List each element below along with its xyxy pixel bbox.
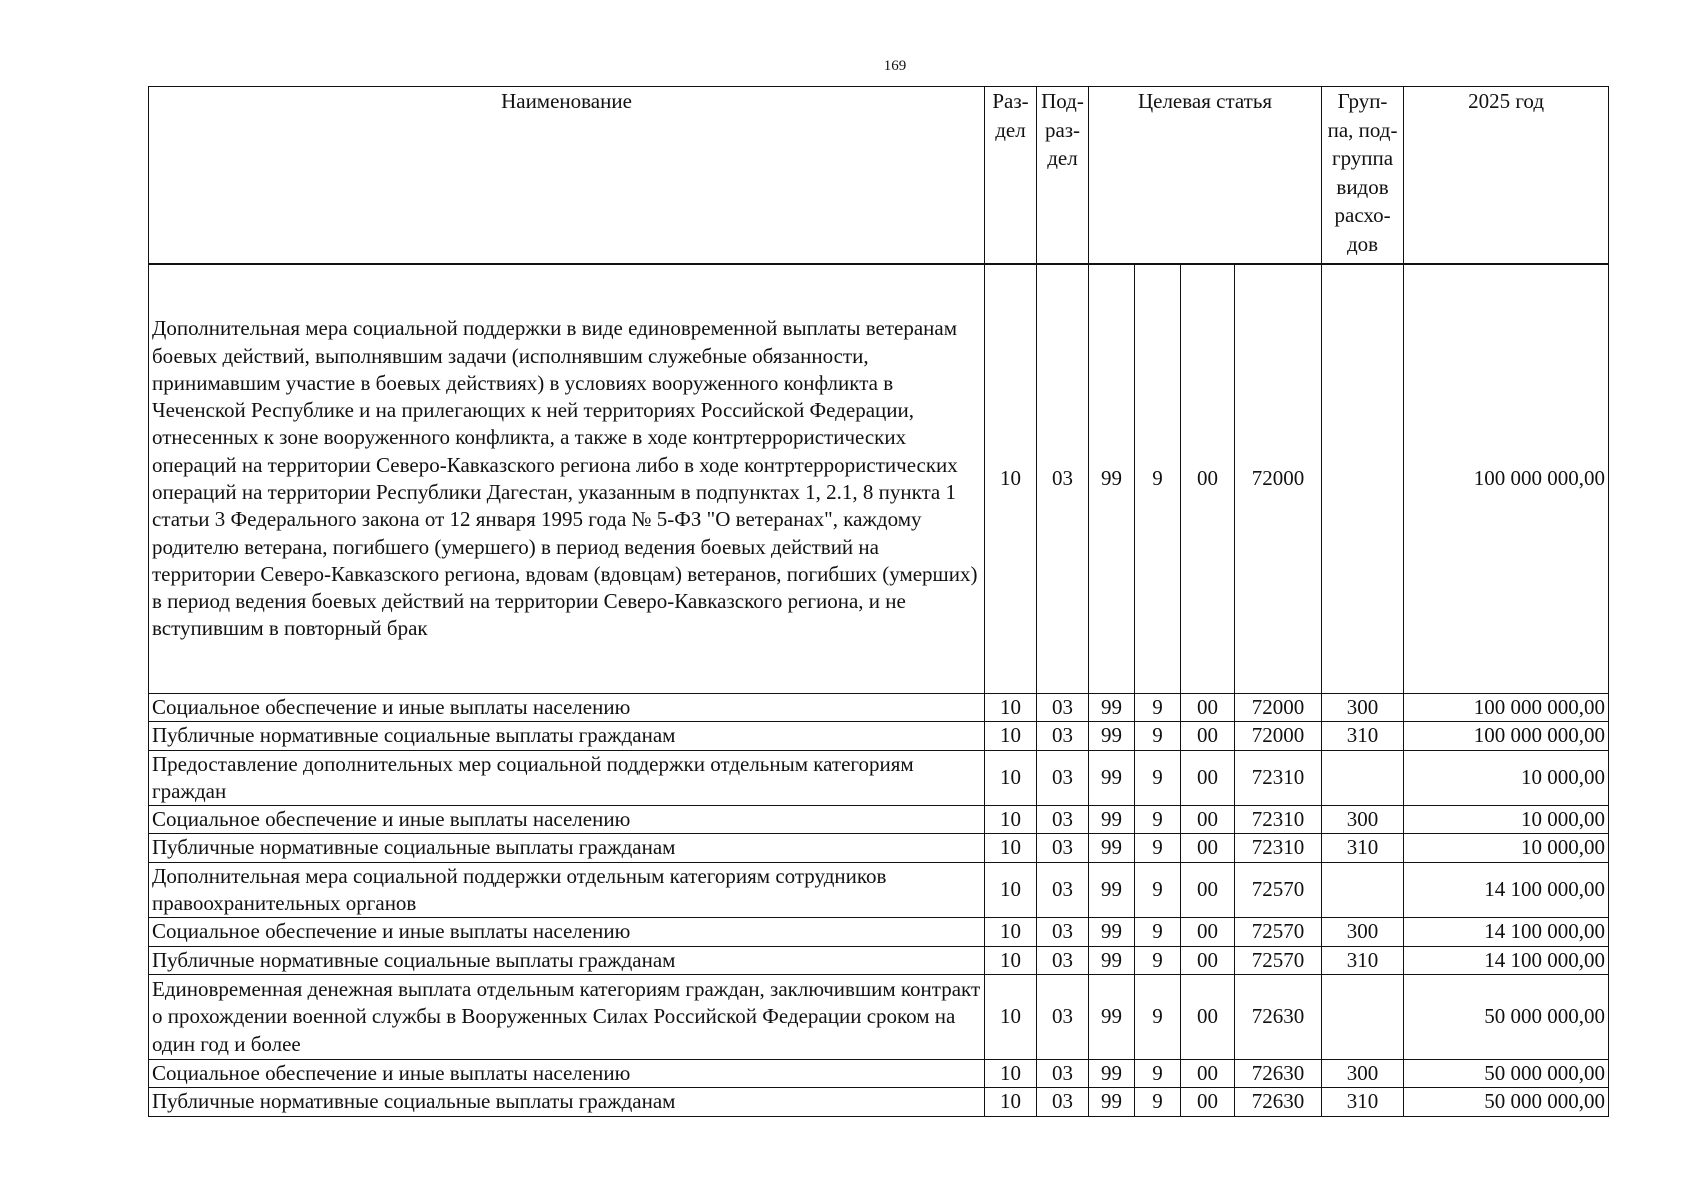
- row-section: 10: [985, 918, 1037, 946]
- row-target-direction: 00: [1181, 1088, 1235, 1116]
- row-name: Публичные нормативные социальные выплаты гражданам: [149, 1088, 985, 1116]
- row-target-direction: 00: [1181, 918, 1235, 946]
- header-target-article: Целевая статья: [1089, 87, 1322, 265]
- row-name: Социальное обеспечение и иные выплаты населению: [149, 694, 985, 722]
- table-row: [149, 722, 1609, 750]
- row-amount: 10 000,00: [1404, 750, 1609, 806]
- row-section: 10: [985, 946, 1037, 974]
- row-amount: 50 000 000,00: [1404, 1088, 1609, 1116]
- row-target-code: 72570: [1235, 862, 1322, 918]
- header-section: Раз- дел: [985, 87, 1037, 265]
- row-target-subprogram: 9: [1135, 694, 1181, 722]
- row-target-direction: 00: [1181, 806, 1235, 834]
- row-section: 10: [985, 862, 1037, 918]
- row-target-direction: 00: [1181, 264, 1235, 694]
- header-name: Наименование: [149, 87, 985, 265]
- row-name: Социальное обеспечение и иные выплаты населению: [149, 918, 985, 946]
- row-target-program: 99: [1089, 862, 1135, 918]
- row-target-direction: 00: [1181, 750, 1235, 806]
- row-amount: 10 000,00: [1404, 806, 1609, 834]
- table-row: [149, 834, 1609, 862]
- row-name: Единовременная денежная выплата отдельным категориям граждан, заключившим контракт о прохождении военной службы в Вооруженных Силах Российской Федерации сроком на один год и более: [149, 974, 985, 1059]
- row-target-program: 99: [1089, 1088, 1135, 1116]
- page-number: 169: [883, 58, 907, 74]
- row-section: 10: [985, 1088, 1037, 1116]
- row-target-subprogram: 9: [1135, 722, 1181, 750]
- row-subsection: 03: [1037, 806, 1089, 834]
- row-target-subprogram: 9: [1135, 750, 1181, 806]
- row-subsection: 03: [1037, 834, 1089, 862]
- row-target-program: 99: [1089, 694, 1135, 722]
- row-expense-group: 310: [1322, 834, 1404, 862]
- row-section: 10: [985, 694, 1037, 722]
- row-amount: 14 100 000,00: [1404, 946, 1609, 974]
- table-row: [149, 694, 1609, 722]
- row-target-code: 72000: [1235, 694, 1322, 722]
- row-target-program: 99: [1089, 834, 1135, 862]
- row-target-code: 72000: [1235, 264, 1322, 694]
- row-expense-group: [1322, 264, 1404, 694]
- row-expense-group: 310: [1322, 1088, 1404, 1116]
- row-target-program: 99: [1089, 1059, 1135, 1087]
- row-name: Социальное обеспечение и иные выплаты населению: [149, 806, 985, 834]
- row-target-code: 72570: [1235, 918, 1322, 946]
- row-target-code: 72310: [1235, 834, 1322, 862]
- row-subsection: 03: [1037, 974, 1089, 1059]
- row-target-program: 99: [1089, 918, 1135, 946]
- row-subsection: 03: [1037, 264, 1089, 694]
- row-name: Предоставление дополнительных мер социальной поддержки отдельным категориям граждан: [149, 750, 985, 806]
- table-header: [149, 87, 1609, 265]
- row-subsection: 03: [1037, 1059, 1089, 1087]
- row-target-subprogram: 9: [1135, 862, 1181, 918]
- row-section: 10: [985, 722, 1037, 750]
- row-target-program: 99: [1089, 806, 1135, 834]
- row-target-subprogram: 9: [1135, 1059, 1181, 1087]
- row-target-code: 72310: [1235, 750, 1322, 806]
- row-target-program: 99: [1089, 974, 1135, 1059]
- row-target-program: 99: [1089, 750, 1135, 806]
- table-row: [149, 946, 1609, 974]
- row-subsection: 03: [1037, 1088, 1089, 1116]
- row-target-code: 72310: [1235, 806, 1322, 834]
- row-target-subprogram: 9: [1135, 974, 1181, 1059]
- row-name: Социальное обеспечение и иные выплаты населению: [149, 1059, 985, 1087]
- row-expense-group: [1322, 974, 1404, 1059]
- row-target-subprogram: 9: [1135, 806, 1181, 834]
- table-body: [149, 264, 1609, 1116]
- row-target-subprogram: 9: [1135, 918, 1181, 946]
- row-name: Дополнительная мера социальной поддержки отдельным категориям сотрудников правоохранительных органов: [149, 862, 985, 918]
- row-amount: 100 000 000,00: [1404, 694, 1609, 722]
- table-row: [149, 806, 1609, 834]
- row-target-code: 72630: [1235, 974, 1322, 1059]
- row-expense-group: [1322, 862, 1404, 918]
- row-amount: 100 000 000,00: [1404, 722, 1609, 750]
- row-subsection: 03: [1037, 722, 1089, 750]
- row-expense-group: 310: [1322, 946, 1404, 974]
- row-subsection: 03: [1037, 918, 1089, 946]
- row-target-code: 72630: [1235, 1059, 1322, 1087]
- row-target-direction: 00: [1181, 1059, 1235, 1087]
- header-year-2025: 2025 год: [1404, 87, 1609, 265]
- row-expense-group: 300: [1322, 918, 1404, 946]
- row-target-code: 72630: [1235, 1088, 1322, 1116]
- table-row: [149, 1059, 1609, 1087]
- table-row: [149, 862, 1609, 918]
- row-section: 10: [985, 1059, 1037, 1087]
- row-name: Дополнительная мера социальной поддержки в виде единовременной выплаты ветеранам боевых действий, выполнявшим задачи (исполнявшим служебные обязанности, принимавшим участие в боевых действиях) в условиях вооруженного конфликта в Чеченской Республике и на прилегающих к ней территориях Российской Федерации, отнесенных к зоне вооруженного конфликта, а также в ходе контртеррористических операций на территории Северо-Кавказского региона либо в ходе контртеррористических операций на территории Республики Дагестан, указанным в подпунктах 1, 2.1, 8 пункта 1 статьи 3 Федерального закона от 12 января 1995 года № 5-ФЗ "О ветеранах", каждому родителю ветерана, погибшего (умершего) в период ведения боевых действий на территории Северо-Кавказского региона, вдовам (вдовцам) ветеранов, погибших (умерших) в период ведения боевых действий на территории Северо-Кавказского региона, и не вступившим в повторный брак: [149, 264, 985, 694]
- row-target-direction: 00: [1181, 946, 1235, 974]
- row-expense-group: 310: [1322, 722, 1404, 750]
- row-amount: 50 000 000,00: [1404, 974, 1609, 1059]
- header-subsection: Под- раз- дел: [1037, 87, 1089, 265]
- row-amount: 14 100 000,00: [1404, 918, 1609, 946]
- row-target-program: 99: [1089, 722, 1135, 750]
- row-section: 10: [985, 750, 1037, 806]
- row-section: 10: [985, 806, 1037, 834]
- row-target-code: 72000: [1235, 722, 1322, 750]
- row-name: Публичные нормативные социальные выплаты гражданам: [149, 946, 985, 974]
- row-target-direction: 00: [1181, 722, 1235, 750]
- row-section: 10: [985, 834, 1037, 862]
- row-subsection: 03: [1037, 750, 1089, 806]
- row-target-direction: 00: [1181, 694, 1235, 722]
- table-row: [149, 918, 1609, 946]
- row-target-subprogram: 9: [1135, 834, 1181, 862]
- row-target-direction: 00: [1181, 862, 1235, 918]
- row-name: Публичные нормативные социальные выплаты гражданам: [149, 834, 985, 862]
- table-row: [149, 750, 1609, 806]
- table-row: [149, 264, 1609, 694]
- row-section: 10: [985, 264, 1037, 694]
- row-subsection: 03: [1037, 862, 1089, 918]
- row-target-subprogram: 9: [1135, 1088, 1181, 1116]
- budget-table: [148, 86, 1609, 1117]
- row-expense-group: 300: [1322, 694, 1404, 722]
- row-target-subprogram: 9: [1135, 264, 1181, 694]
- row-expense-group: 300: [1322, 1059, 1404, 1087]
- row-expense-group: [1322, 750, 1404, 806]
- row-section: 10: [985, 974, 1037, 1059]
- row-target-code: 72570: [1235, 946, 1322, 974]
- row-target-subprogram: 9: [1135, 946, 1181, 974]
- row-amount: 50 000 000,00: [1404, 1059, 1609, 1087]
- row-expense-group: 300: [1322, 806, 1404, 834]
- row-target-program: 99: [1089, 946, 1135, 974]
- row-name: Публичные нормативные социальные выплаты гражданам: [149, 722, 985, 750]
- row-target-direction: 00: [1181, 834, 1235, 862]
- row-target-program: 99: [1089, 264, 1135, 694]
- row-subsection: 03: [1037, 694, 1089, 722]
- row-amount: 10 000,00: [1404, 834, 1609, 862]
- row-amount: 100 000 000,00: [1404, 264, 1609, 694]
- header-expense-group: Груп- па, под- группа видов расхо- дов: [1322, 87, 1404, 265]
- table-row: [149, 974, 1609, 1059]
- table-row: [149, 1088, 1609, 1116]
- row-target-direction: 00: [1181, 974, 1235, 1059]
- row-amount: 14 100 000,00: [1404, 862, 1609, 918]
- row-subsection: 03: [1037, 946, 1089, 974]
